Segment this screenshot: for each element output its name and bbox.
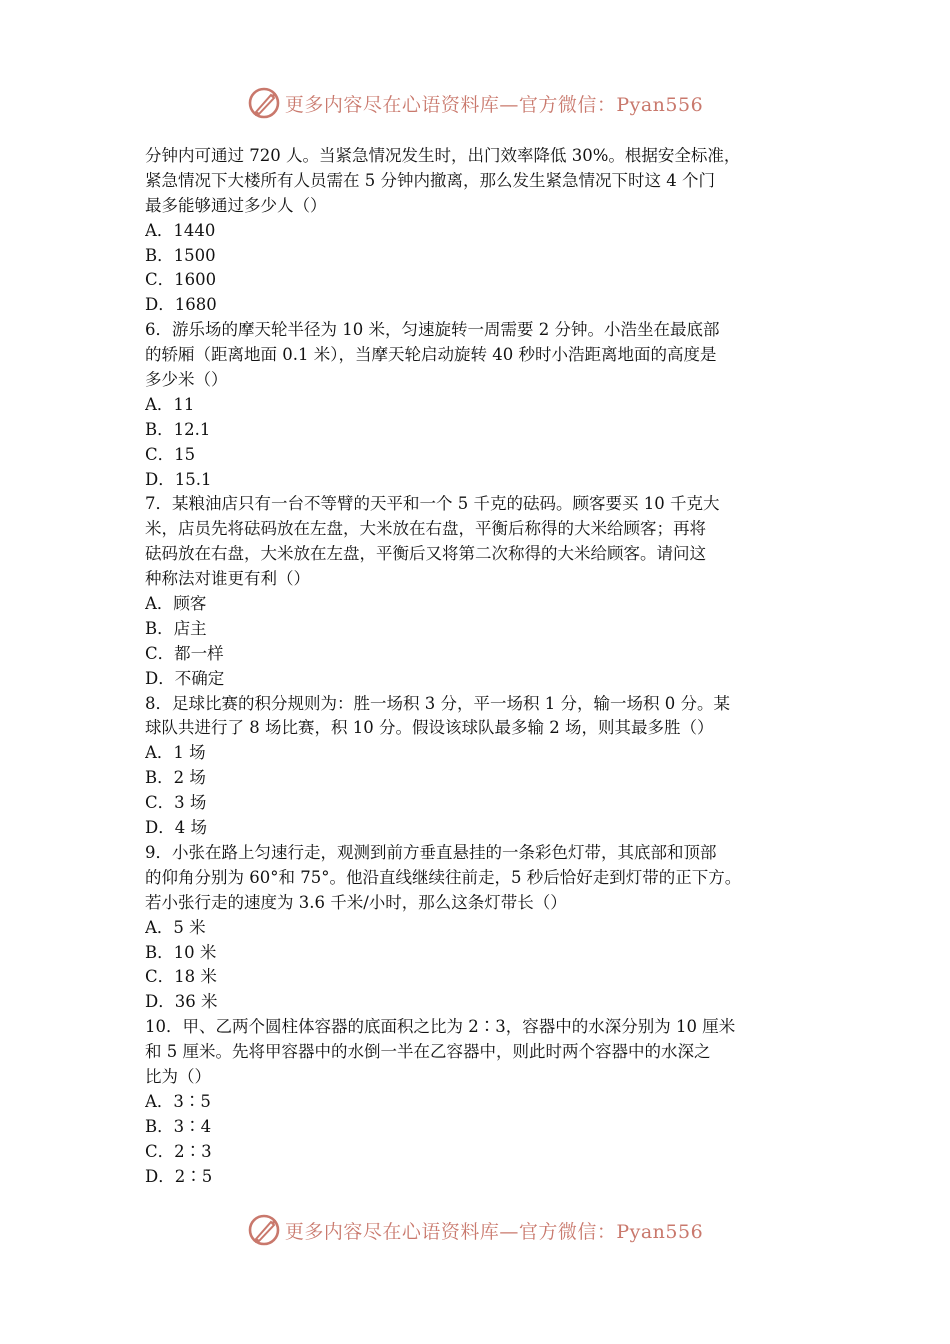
header-banner: [0, 83, 950, 123]
answer-option: D．36 米: [145, 992, 218, 1012]
answer-option: B．2 场: [145, 768, 206, 788]
answer-option: A．5 米: [145, 917, 206, 937]
text-line: 种称法对谁更有利（）: [145, 569, 310, 589]
answer-option: A．1 场: [145, 743, 206, 763]
answer-option: C．18 米: [145, 967, 217, 987]
answer-option: B．12.1: [145, 419, 211, 439]
answer-option: A．顾客: [145, 594, 207, 614]
pen-logo-icon: [247, 1213, 281, 1247]
answer-option: C．2∶3: [145, 1141, 212, 1161]
text-line: 若小张行走的速度为 3.6 千米/小时，那么这条灯带长（）: [145, 892, 567, 912]
question-6: 6．游乐场的摩天轮半径为 10 米，匀速旋转一周需要 2 分钟。小浩坐在最底部: [145, 320, 720, 340]
question-9: 9．小张在路上匀速行走，观测到前方垂直悬挂的一条彩色灯带，其底部和顶部: [145, 842, 717, 862]
question-8: 8．足球比赛的积分规则为：胜一场积 3 分，平一场积 1 分，输一场积 0 分。某: [145, 693, 730, 713]
text-line: 砝码放在右盘，大米放在左盘，平衡后又将第二次称得的大米给顾客。请问这: [145, 544, 706, 564]
answer-option: D．4 场: [145, 818, 207, 838]
answer-option: D．1680: [145, 295, 217, 315]
answer-option: B．店主: [145, 618, 207, 638]
text-line: 米，店员先将砝码放在左盘，大米放在右盘，平衡后称得的大米给顾客；再将: [145, 519, 706, 539]
answer-option: C．都一样: [145, 643, 224, 663]
answer-option: A．1440: [145, 220, 216, 240]
answer-option: A．3∶5: [145, 1091, 211, 1111]
text-line: 多少米（）: [145, 370, 228, 390]
text-line: 和 5 厘米。先将甲容器中的水倒一半在乙容器中，则此时两个容器中的水深之: [145, 1042, 711, 1062]
text-line: 的轿厢（距离地面 0.1 米），当摩天轮启动旋转 40 秒时小浩距离地面的高度是: [145, 345, 717, 365]
text-line: 的仰角分别为 60°和 75°。他沿直线继续往前走，5 秒后恰好走到灯带的正下方。: [145, 867, 742, 887]
text-line: 紧急情况下大楼所有人员需在 5 分钟内撤离，那么发生紧急情况下时这 4 个门: [145, 170, 715, 190]
footer-banner-text: 更多内容尽在心语资料库—官方微信：Pyan556: [284, 1220, 704, 1243]
answer-option: A．11: [145, 394, 195, 414]
answer-option: C．3 场: [145, 793, 207, 813]
answer-option: B．1500: [145, 245, 216, 265]
text-line: 球队共进行了 8 场比赛，积 10 分。假设该球队最多输 2 场，则其最多胜（）: [145, 718, 714, 738]
text-line: 最多能够通过多少人（）: [145, 195, 327, 215]
document-body: [145, 144, 825, 1189]
answer-option: D．2∶5: [145, 1166, 213, 1186]
answer-option: D．不确定: [145, 668, 225, 688]
question-7: 7．某粮油店只有一台不等臂的天平和一个 5 千克的砝码。顾客要买 10 千克大: [145, 494, 720, 514]
footer-banner: [0, 1210, 950, 1250]
pen-logo-icon: [247, 86, 281, 120]
text-line: 分钟内可通过 720 人。当紧急情况发生时，出门效率降低 30%。根据安全标准，: [145, 146, 741, 165]
answer-option: B．10 米: [145, 942, 217, 962]
answer-option: B．3∶4: [145, 1116, 212, 1136]
answer-option: C．15: [145, 444, 196, 464]
header-banner-text: 更多内容尽在心语资料库—官方微信：Pyan556: [284, 93, 704, 116]
answer-option: C．1600: [145, 270, 217, 290]
answer-option: D．15.1: [145, 469, 212, 489]
text-line: 比为（）: [145, 1066, 211, 1086]
question-10: 10．甲、乙两个圆柱体容器的底面积之比为 2∶3，容器中的水深分别为 10 厘米: [145, 1017, 736, 1037]
